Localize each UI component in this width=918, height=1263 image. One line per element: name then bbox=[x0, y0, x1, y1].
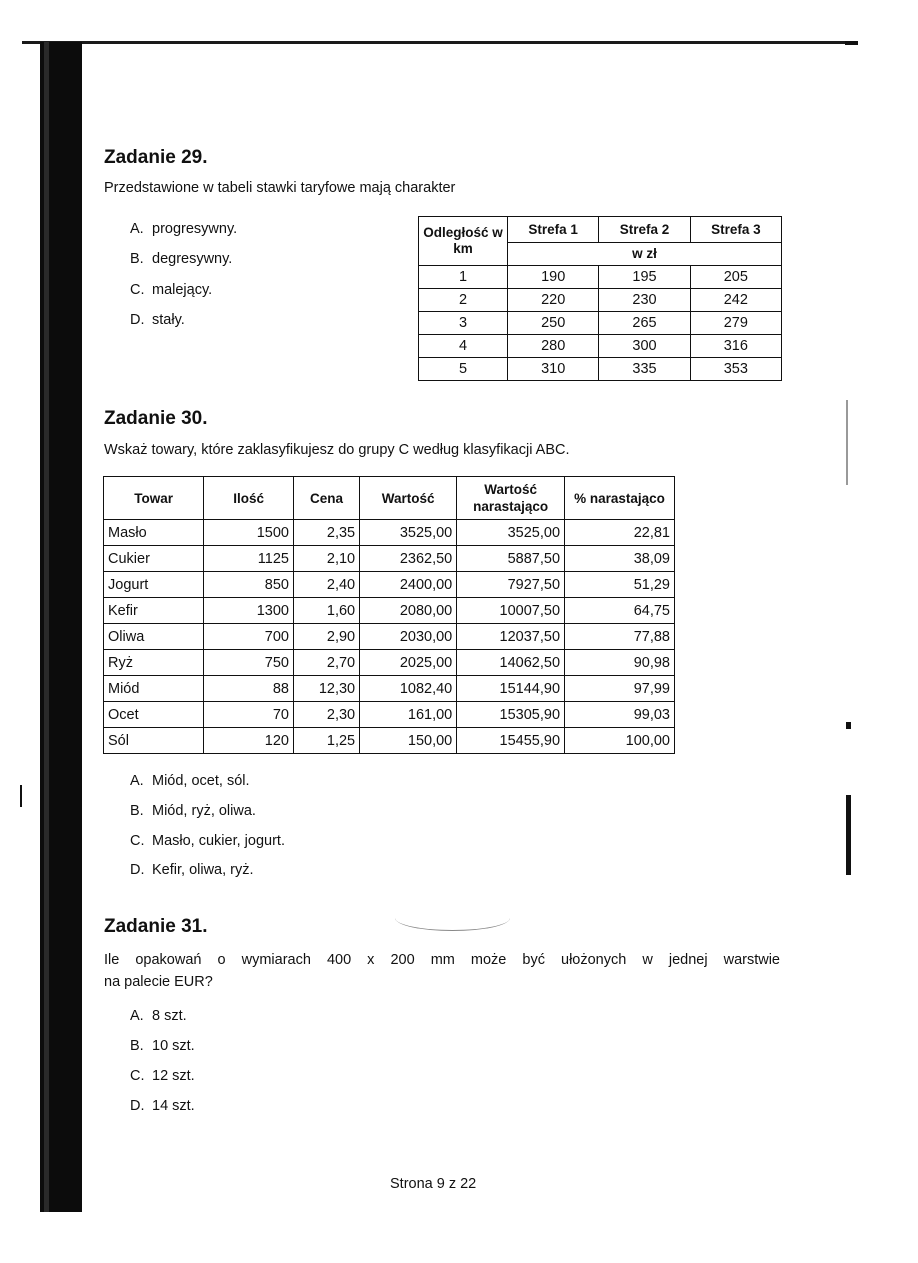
table-cell: 2025,00 bbox=[360, 650, 457, 676]
option-text: Miód, ocet, sól. bbox=[152, 773, 250, 789]
top-scan-rule-end bbox=[845, 41, 858, 45]
right-scan-mark-2 bbox=[846, 795, 851, 875]
table-cell: 2080,00 bbox=[360, 598, 457, 624]
option-letter: C. bbox=[130, 282, 145, 298]
abc-header-quantity: Ilość bbox=[204, 477, 294, 520]
table-cell: 2,90 bbox=[293, 624, 359, 650]
option-text: 8 szt. bbox=[152, 1008, 187, 1024]
table-cell: 88 bbox=[204, 676, 294, 702]
table-cell: 2,40 bbox=[293, 572, 359, 598]
option-text: progresywny. bbox=[152, 221, 238, 237]
table-row bbox=[419, 289, 782, 312]
table-cell: 2,30 bbox=[293, 702, 359, 728]
option-letter: A. bbox=[130, 1008, 144, 1024]
table-cell: Cukier bbox=[104, 546, 204, 572]
option-letter: D. bbox=[130, 312, 145, 328]
table-cell: 700 bbox=[204, 624, 294, 650]
table-cell: 1 bbox=[419, 266, 508, 289]
table-cell: 280 bbox=[508, 335, 599, 358]
table-cell: 310 bbox=[508, 358, 599, 381]
table-cell: 15305,90 bbox=[457, 702, 565, 728]
table-cell: 1082,40 bbox=[360, 676, 457, 702]
left-scan-shadow-inner bbox=[44, 42, 49, 1212]
table-cell: 97,99 bbox=[565, 676, 675, 702]
table-cell: 14062,50 bbox=[457, 650, 565, 676]
option-text: Miód, ryż, oliwa. bbox=[152, 803, 256, 819]
table-cell: 77,88 bbox=[565, 624, 675, 650]
table-row bbox=[104, 702, 675, 728]
table-row bbox=[419, 312, 782, 335]
table-cell: 7927,50 bbox=[457, 572, 565, 598]
scan-arc-artifact bbox=[395, 905, 510, 931]
top-scan-rule bbox=[22, 41, 858, 44]
table-cell: 5 bbox=[419, 358, 508, 381]
table-cell: 2400,00 bbox=[360, 572, 457, 598]
table-cell: 316 bbox=[690, 335, 781, 358]
table-row bbox=[419, 266, 782, 289]
abc-header-cumulative-value: Wartość narastająco bbox=[457, 477, 565, 520]
table-cell: 190 bbox=[508, 266, 599, 289]
table-cell: 250 bbox=[508, 312, 599, 335]
tariff-header-zone3: Strefa 3 bbox=[690, 217, 781, 243]
table-cell: 2,35 bbox=[293, 520, 359, 546]
table-cell: Masło bbox=[104, 520, 204, 546]
option-text: malejący. bbox=[152, 282, 213, 298]
option-letter: A. bbox=[130, 221, 144, 237]
table-row bbox=[104, 546, 675, 572]
option-letter: C. bbox=[130, 1068, 145, 1084]
task30-heading: Zadanie 30. bbox=[104, 408, 208, 429]
option-letter: D. bbox=[130, 1098, 145, 1114]
table-cell: 70 bbox=[204, 702, 294, 728]
task31-question-line1: Ile opakowań o wymiarach 400 x 200 mm może być ułożonych w jednej warstwie bbox=[104, 952, 780, 968]
option-text: Masło, cukier, jogurt. bbox=[152, 833, 285, 849]
option-text: degresywny. bbox=[152, 251, 233, 267]
option-text: 12 szt. bbox=[152, 1068, 195, 1084]
option-letter: D. bbox=[130, 862, 145, 878]
table-cell: 1500 bbox=[204, 520, 294, 546]
table-cell: 353 bbox=[690, 358, 781, 381]
table-cell: 3525,00 bbox=[457, 520, 565, 546]
option-letter: B. bbox=[130, 803, 144, 819]
tariff-unit-label: w zł bbox=[508, 243, 782, 266]
table-cell: 279 bbox=[690, 312, 781, 335]
table-cell: 2362,50 bbox=[360, 546, 457, 572]
task30-option-d[interactable] bbox=[130, 862, 254, 878]
tariff-table bbox=[418, 216, 782, 381]
table-cell: 1125 bbox=[204, 546, 294, 572]
table-cell: 150,00 bbox=[360, 728, 457, 754]
table-cell: 2 bbox=[419, 289, 508, 312]
table-cell: 3525,00 bbox=[360, 520, 457, 546]
tariff-header-distance: Odległość w km bbox=[419, 217, 508, 266]
table-cell: Sól bbox=[104, 728, 204, 754]
table-cell: 22,81 bbox=[565, 520, 675, 546]
table-cell: 195 bbox=[599, 266, 690, 289]
table-cell: Miód bbox=[104, 676, 204, 702]
left-edge-mark bbox=[20, 785, 22, 807]
table-cell: 2,70 bbox=[293, 650, 359, 676]
option-letter: A. bbox=[130, 773, 144, 789]
page-number: Strona 9 z 22 bbox=[390, 1176, 477, 1192]
option-letter: C. bbox=[130, 833, 145, 849]
table-cell: 1,60 bbox=[293, 598, 359, 624]
table-cell: 3 bbox=[419, 312, 508, 335]
table-cell: 300 bbox=[599, 335, 690, 358]
table-cell: 2030,00 bbox=[360, 624, 457, 650]
table-row bbox=[419, 335, 782, 358]
table-cell: 120 bbox=[204, 728, 294, 754]
table-row bbox=[104, 572, 675, 598]
task30-option-b[interactable] bbox=[130, 803, 256, 819]
table-cell: 15455,90 bbox=[457, 728, 565, 754]
table-cell: Oliwa bbox=[104, 624, 204, 650]
task31-option-d[interactable] bbox=[130, 1098, 195, 1114]
option-text: stały. bbox=[152, 312, 185, 328]
option-text: 14 szt. bbox=[152, 1098, 195, 1114]
table-cell: 335 bbox=[599, 358, 690, 381]
table-cell: 230 bbox=[599, 289, 690, 312]
table-cell: Ocet bbox=[104, 702, 204, 728]
task31-question-line2: na palecie EUR? bbox=[104, 974, 213, 990]
table-cell: Kefir bbox=[104, 598, 204, 624]
table-row bbox=[104, 676, 675, 702]
table-cell: 205 bbox=[690, 266, 781, 289]
task29-option-d[interactable] bbox=[130, 312, 185, 328]
table-cell: 15144,90 bbox=[457, 676, 565, 702]
task30-question: Wskaż towary, które zaklasyfikujesz do grupy C według klasyfikacji ABC. bbox=[104, 442, 570, 458]
task30-option-a[interactable] bbox=[130, 773, 250, 789]
option-text: 10 szt. bbox=[152, 1038, 195, 1054]
abc-header-value: Wartość bbox=[360, 477, 457, 520]
task31-option-b[interactable] bbox=[130, 1038, 195, 1054]
table-cell: 265 bbox=[599, 312, 690, 335]
table-cell: 12,30 bbox=[293, 676, 359, 702]
task31-option-a[interactable] bbox=[130, 1008, 187, 1024]
task29-heading: Zadanie 29. bbox=[104, 147, 208, 168]
table-row bbox=[104, 624, 675, 650]
table-cell: 750 bbox=[204, 650, 294, 676]
table-cell: Ryż bbox=[104, 650, 204, 676]
task31-heading: Zadanie 31. bbox=[104, 916, 208, 937]
table-cell: 242 bbox=[690, 289, 781, 312]
option-letter: B. bbox=[130, 1038, 144, 1054]
table-row bbox=[104, 728, 675, 754]
task30-option-c[interactable] bbox=[130, 833, 285, 849]
tariff-header-zone1: Strefa 1 bbox=[508, 217, 599, 243]
right-scan-dot bbox=[846, 722, 851, 729]
task29-option-b[interactable] bbox=[130, 251, 232, 267]
table-row bbox=[419, 358, 782, 381]
table-cell: 5887,50 bbox=[457, 546, 565, 572]
table-cell: 1300 bbox=[204, 598, 294, 624]
table-cell: 161,00 bbox=[360, 702, 457, 728]
table-cell: 51,29 bbox=[565, 572, 675, 598]
table-cell: 38,09 bbox=[565, 546, 675, 572]
table-cell: 64,75 bbox=[565, 598, 675, 624]
task31-option-c[interactable] bbox=[130, 1068, 195, 1084]
table-cell: 90,98 bbox=[565, 650, 675, 676]
option-letter: B. bbox=[130, 251, 144, 267]
table-row bbox=[104, 650, 675, 676]
abc-table bbox=[103, 476, 675, 754]
table-row bbox=[104, 520, 675, 546]
table-cell: 2,10 bbox=[293, 546, 359, 572]
task29-question: Przedstawione w tabeli stawki taryfowe mają charakter bbox=[104, 180, 456, 196]
table-cell: 100,00 bbox=[565, 728, 675, 754]
table-cell: 850 bbox=[204, 572, 294, 598]
task29-option-c[interactable] bbox=[130, 282, 212, 298]
table-cell: 10007,50 bbox=[457, 598, 565, 624]
task29-option-a[interactable] bbox=[130, 221, 237, 237]
abc-header-product: Towar bbox=[104, 477, 204, 520]
table-cell: 1,25 bbox=[293, 728, 359, 754]
right-scan-mark bbox=[846, 400, 848, 485]
table-cell: Jogurt bbox=[104, 572, 204, 598]
tariff-header-zone2: Strefa 2 bbox=[599, 217, 690, 243]
abc-header-cumulative-percent: % narastająco bbox=[565, 477, 675, 520]
option-text: Kefir, oliwa, ryż. bbox=[152, 862, 254, 878]
table-cell: 4 bbox=[419, 335, 508, 358]
table-cell: 12037,50 bbox=[457, 624, 565, 650]
abc-header-price: Cena bbox=[293, 477, 359, 520]
table-cell: 220 bbox=[508, 289, 599, 312]
table-row bbox=[104, 598, 675, 624]
table-cell: 99,03 bbox=[565, 702, 675, 728]
